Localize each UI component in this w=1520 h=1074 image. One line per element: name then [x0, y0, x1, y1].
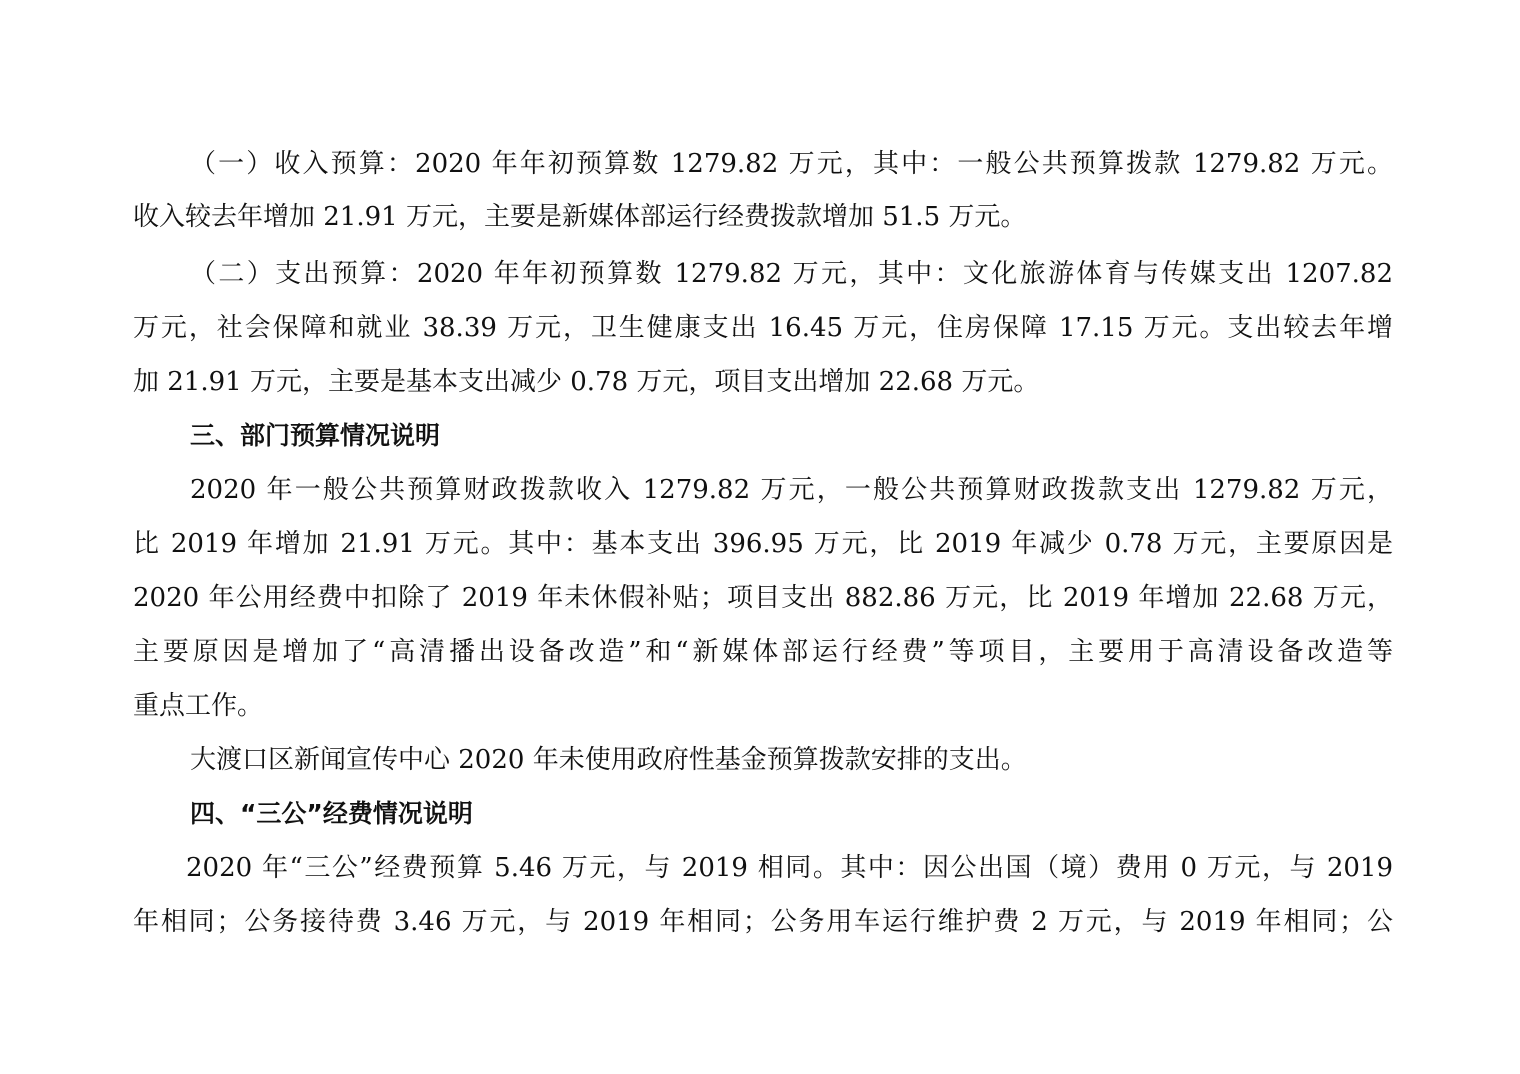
paragraph-expense-budget-line-1: （二）支出预算：2020 年年初预算数 1279.82 万元，其中：文化旅游体育与传媒支出 1207.82	[190, 259, 1393, 289]
paragraph-income-budget-line-1: （一）收入预算：2020 年年初预算数 1279.82 万元，其中：一般公共预算拨款 1279.82 万元。	[190, 149, 1393, 179]
paragraph-dept-budget-line-1: 2020 年一般公共预算财政拨款收入 1279.82 万元，一般公共预算财政拨款支出 1279.82 万元，	[190, 475, 1393, 505]
paragraph-dept-budget-line-3: 2020 年公用经费中扣除了 2019 年未休假补贴；项目支出 882.86 万元，比 2019 年增加 22.68 万元，	[133, 583, 1393, 613]
paragraph-expense-budget-line-2: 万元，社会保障和就业 38.39 万元，卫生健康支出 16.45 万元，住房保障 17.15 万元。支出较去年增	[133, 313, 1393, 343]
paragraph-dept-budget-line-2: 比 2019 年增加 21.91 万元。其中：基本支出 396.95 万元，比 2019 年减少 0.78 万元，主要原因是	[133, 529, 1393, 559]
section-heading-three-public: 四、“三公”经费情况说明	[190, 799, 473, 828]
paragraph-three-public-line-2: 年相同；公务接待费 3.46 万元，与 2019 年相同；公务用车运行维护费 2 万元，与 2019 年相同；公	[133, 907, 1393, 937]
section-heading-dept-budget: 三、部门预算情况说明	[190, 421, 441, 450]
paragraph-three-public-line-1: 2020 年“三公”经费预算 5.46 万元，与 2019 相同。其中：因公出国（境）费用 0 万元，与 2019	[186, 853, 1393, 883]
paragraph-dept-budget-line-4: 主要原因是增加了“高清播出设备改造”和“新媒体部运行经费”等项目，主要用于高清设备改造等	[133, 637, 1393, 667]
paragraph-government-fund: 大渡口区新闻宣传中心 2020 年未使用政府性基金预算拨款安排的支出。	[190, 745, 1027, 775]
paragraph-expense-budget-line-3: 加 21.91 万元，主要是基本支出减少 0.78 万元，项目支出增加 22.68 万元。	[133, 367, 1040, 397]
paragraph-dept-budget-line-5: 重点工作。	[133, 691, 264, 721]
paragraph-income-budget-line-2: 收入较去年增加 21.91 万元，主要是新媒体部运行经费拨款增加 51.5 万元。	[133, 202, 1027, 232]
